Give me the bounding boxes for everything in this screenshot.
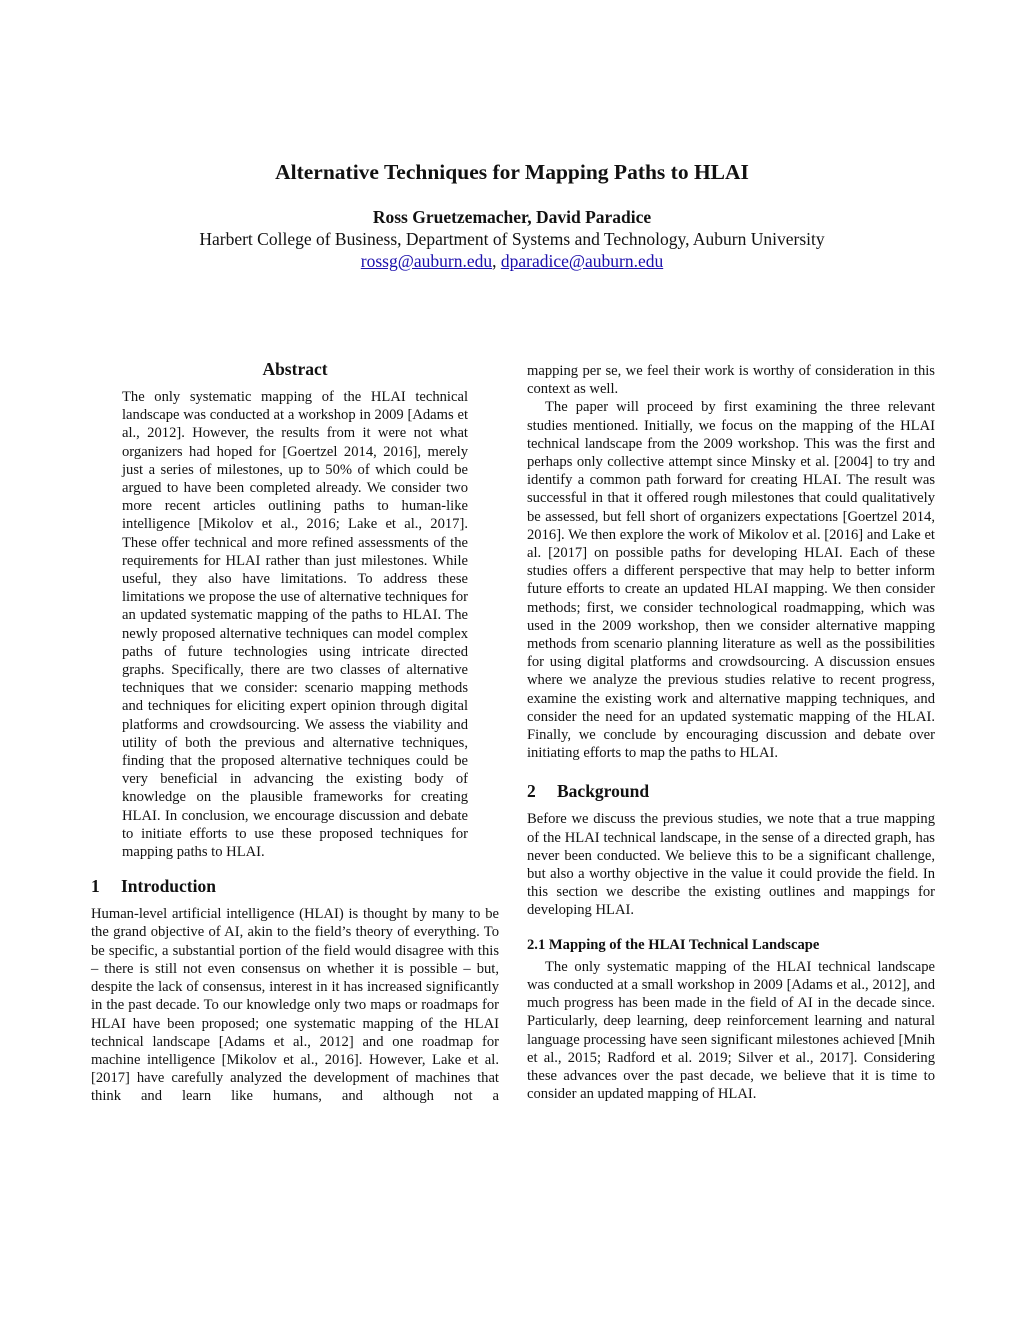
background-paragraph: Before we discuss the previous studies, we note that a true mapping of the HLAI technical landscape, in the sense of a directed graph, has never been conducted. We believe this to be a significant challenge, but also a worthy objective in the value it could provide the field. In this section we describe the existing outlines and mappings for developing HLAI. [527, 811, 935, 919]
email-separator: , [492, 251, 501, 271]
left-column [91, 358, 499, 1106]
section-title: Introduction [121, 876, 216, 897]
subsection-paragraph: The only systematic mapping of the HLAI technical landscape was conducted at a small workshop in 2009 [Adams et al., 2012], and much progress has been made in the field of AI in the decade since. Particularly, deep learning, deep reinforcement learning and natural language processing have seen significant milestones achieved [Mnih et al., 2015; Radford et al. 2019; Silver et al., 2017]. Considering these advances over the past decade, we believe that it is time to consider an updated mapping of HLAI. [527, 958, 935, 1103]
abstract-heading: Abstract [262, 359, 328, 379]
author-affiliation: Harbert College of Business, Department of Systems and Technology, Auburn University [199, 229, 825, 249]
author-emails [0, 250, 1024, 272]
section-title: Background [557, 781, 650, 802]
section-number: 1 [91, 876, 100, 897]
email-link-dparadice[interactable]: dparadice@auburn.edu [500, 251, 664, 271]
paper-authors: Ross Gruetzemacher, David Paradice [372, 207, 652, 227]
paper-title: Alternative Techniques for Mapping Paths to HLAI [275, 160, 749, 184]
subsection-heading: 2.1 Mapping of the HLAI Technical Landscape [527, 936, 820, 953]
right-column [527, 362, 935, 1103]
introduction-paragraph-1: Human-level artificial intelligence (HLAI) is thought by many to be the grand objective of AI, akin to the field’s theory of everything. To be specific, a substantial portion of the field would disagree with this – there is still not even consensus on whether it is possible – but, despite the lack of consensus, interest in it has increased significantly in the past decade. To our knowledge only two maps or roadmaps for HLAI have been proposed; one systematic mapping of the HLAI technical landscape [Adams et al., 2012] and one roadmap for machine intelligence [Mikolov et al., 2016]. However, Lake et al. [2017] have carefully analyzed the development of machines that think and learn like humans, and although not a [91, 906, 499, 1105]
section-heading-introduction [91, 875, 499, 897]
section-number: 2 [527, 781, 536, 802]
email-link-rossg[interactable]: rossg@auburn.edu [360, 251, 493, 271]
section-heading-background [527, 780, 935, 802]
abstract-text: The only systematic mapping of the HLAI technical landscape was conducted at a workshop in 2009 [Adams et al., 2012]. However, the results from it were not what organizers had hoped for [Goertzel 2014, 2016], merely just a series of milestones, up to 50% of which could be argued to have been completed already. We consider two more recent articles outlining paths to human-like intelligence [Mikolov et al., 2016; Lake et al., 2017]. These offer technical and more refined assessments of the requirements for HLAI rather than just milestones. While useful, they also have limitations. To address these limitations we propose the use of alternative techniques for an updated systematic mapping of the paths to HLAI. The newly proposed alternative techniques can model complex paths of future technologies using intricate directed graphs. Specifically, there are two classes of alternative techniques that we consider: scenario mapping methods and techniques for eliciting expert opinion through digital platforms and crowdsourcing. We assess the viability and utility of both the previous and alternative techniques, finding that the proposed alternative techniques could be very beneficial in advancing the existing body of knowledge on the plausible frameworks for creating HLAI. In conclusion, we encourage discussion and debate to initiate efforts to use these proposed techniques for mapping paths to HLAI. [122, 389, 468, 861]
introduction-paragraph-1-continued: mapping per se, we feel their work is worthy of consideration in this context as well. [527, 363, 935, 398]
abstract-section [91, 358, 499, 861]
introduction-paragraph-2: The paper will proceed by first examining the three relevant studies mentioned. Initially, we focus on the mapping of the HLAI technical landscape from the 2009 workshop. This was the first and perhaps only collective attempt since Minsky et al. [2004] to try and identify a common path forward for creating HLAI. The result was successful in that it offered rough milestones that could qualitatively be assessed, but fell short of organizers expectations [Goertzel 2014, 2016]. We then explore the work of Mikolov et al. [2016] and Lake et al. [2017] on possible paths for developing HLAI. Each of these studies offers a different perspective that may help to better inform future efforts to create an updated HLAI mapping. We then consider methods; first, we consider technological roadmapping, which was used in the 2009 workshop, then we consider alternative mapping methods from scenario planning literature as well as the possibilities for using digital platforms and crowdsourcing. A discussion ensues where we analyze the previous studies relative to recent progress, examine the existing work and alternative mapping techniques, and consider the need for an updated systematic mapping of the HLAI. Finally, we conclude by encouraging discussion and debate over initiating efforts to map the paths to HLAI. [527, 399, 935, 762]
